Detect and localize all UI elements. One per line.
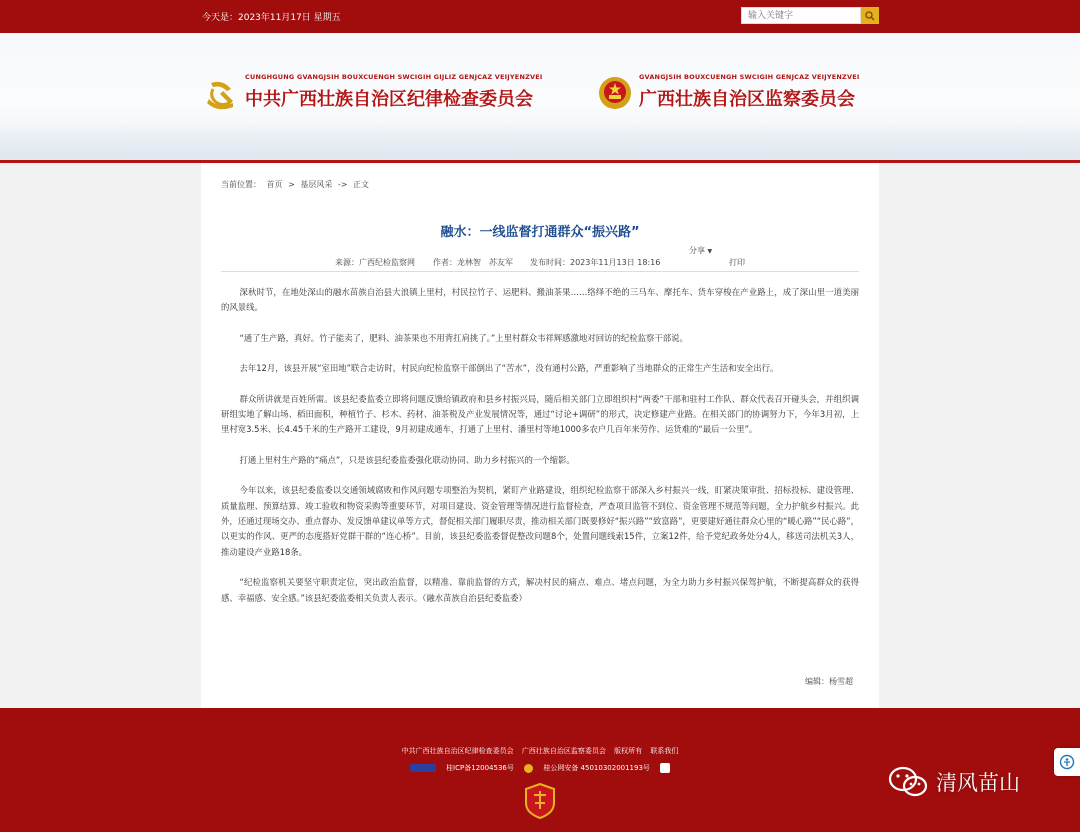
- site-header: [0, 33, 1080, 163]
- footer-link[interactable]: 中共广西壮族自治区纪律检查委员会: [401, 747, 514, 755]
- org-name: 中共广西壮族自治区纪律检查委员会: [245, 89, 533, 110]
- article-source: 来源：广西纪检监察网: [335, 258, 415, 267]
- police-record-number[interactable]: 桂公网安备 45010302001193号: [543, 764, 650, 772]
- org-name: 广西壮族自治区监察委员会: [639, 89, 855, 110]
- breadcrumb-section-link[interactable]: 基层风采: [300, 180, 333, 189]
- editor-credit: 编辑：杨雪超: [805, 677, 853, 686]
- header-background: [0, 123, 1080, 163]
- paragraph: 去年12月，该县开展“室田地”联合走访时，村民向纪检监察干部倒出了“苦水”，没有通村公路，严重影响了当地群众的正常生产生活和安全出行。: [239, 363, 779, 374]
- top-bar: [0, 0, 1080, 33]
- footer-link[interactable]: 联系我们: [650, 747, 679, 755]
- breadcrumb-separator: ->: [337, 180, 348, 189]
- watermark-text: 清风苗山: [936, 771, 1020, 795]
- paragraph: 群众所讲就是百姓所需。该县纪委监委立即将问题反馈给镇政府和县乡村振兴局，随后相关部门立即组织村“两委”干部和驻村工作队、群众代表召开碰头会，并组织调研组实地了解山场、稻田面积，种植竹子、杉木、药材、油茶税及产业发展情况等，通过“讨论+调研”的形式，决定修建产业路。在相关部门的协调努力下，今年3月初，上里村宽3.5米、长4.45千米的生产路开工建设，9月初建成通车，打通了上里村、潘里村等地1000多农户几百年来劳作、运货难的“最后一公里”。: [221, 393, 859, 435]
- article-date: 发布时间：2023年11月13日 18:16: [530, 258, 661, 267]
- paragraph: 深秋时节，在地处深山的融水苗族自治县大浪镇上里村，村民拉竹子、运肥料、搬油茶果……络绎不绝的三马车、摩托车、货车穿梭在产业路上，成了深山里一道美丽的风景线。: [221, 287, 859, 313]
- breadcrumb-label: 当前位置：: [221, 180, 261, 189]
- org-supervision-commission[interactable]: [597, 73, 887, 113]
- current-date: 今天是：2023年11月17日 星期五: [202, 13, 341, 23]
- article-author: 作者：龙林智 苏友军: [433, 258, 513, 267]
- floating-side-button[interactable]: [1054, 748, 1080, 776]
- share-button[interactable]: [689, 245, 712, 256]
- national-emblem-icon: [597, 75, 633, 111]
- party-emblem-icon: [203, 75, 239, 111]
- org-cpc-discipline[interactable]: [203, 73, 563, 113]
- article-container: [201, 163, 879, 708]
- accessibility-icon: [1059, 754, 1075, 770]
- party-gov-site-seal-icon[interactable]: [524, 783, 556, 819]
- breadcrumb-current: 正文: [353, 180, 370, 189]
- article-title: 融水：一线监督打通群众“振兴路”: [440, 225, 640, 240]
- breadcrumb: [221, 179, 372, 190]
- site-verification-badge-icon[interactable]: [410, 764, 436, 772]
- paragraph: 打通上里村生产路的“痛点”，只是该县纪委监委强化联动协同、助力乡村振兴的一个缩影。: [239, 454, 575, 465]
- search-input[interactable]: [741, 7, 861, 24]
- article-body: [221, 285, 859, 621]
- breadcrumb-separator: >: [288, 180, 295, 189]
- paragraph: “通了生产路，真好。竹子能卖了，肥料、油茶果也不用背扛肩挑了。”上里村群众韦祥辉感激地对回访的纪检监察干部说。: [239, 332, 688, 343]
- wechat-watermark: [888, 762, 1020, 802]
- footer-link[interactable]: 广西壮族自治区监察委员会: [521, 747, 606, 755]
- org-pinyin: GVANGJSIH BOUXCUENGH SWCIGIH GENJCAZ VEIJYENZVEI: [639, 73, 860, 81]
- icp-number[interactable]: 桂ICP备12004536号: [446, 764, 514, 772]
- search-button[interactable]: [861, 7, 879, 24]
- wechat-icon: [888, 765, 928, 799]
- police-badge-icon: [524, 764, 533, 773]
- gov-site-icon[interactable]: [660, 763, 670, 773]
- footer-links: [0, 746, 1080, 756]
- search-icon: [865, 11, 875, 21]
- breadcrumb-home-link[interactable]: 首页: [266, 180, 283, 189]
- paragraph: 今年以来，该县纪委监委以交通领域腐败和作风问题专项整治为契机，紧盯产业路建设，组织纪检监察干部深入乡村振兴一线，盯紧决策审批、招标投标、建设管理、质量监理、预算结算、竣工验收和物资采购等重要环节，对项目建设、资金管理等情况进行监督检查，严查项目监管不到位、资金管理不规范等问题，全力护航乡村振兴。此外，还通过现场交办、重点督办、发反馈单建议单等方式，督促相关部门履职尽责，推动相关部门既要修好“振兴路”“致富路”，更要建好通往群众心里的“暖心路”“民心路”，以更实的作风、更严的态度搭好党群干群的“连心桥”。目前，该县纪委监委督促整改问题8个，处置问题线索15件，立案12件，给予党纪政务处分4人，移送司法机关3人，推动建设产业路18条。: [221, 485, 859, 557]
- divider: [221, 271, 859, 272]
- print-link[interactable]: 打印: [729, 258, 745, 267]
- share-label: 分享: [689, 246, 705, 255]
- footer-link[interactable]: 版权所有: [614, 747, 643, 755]
- org-pinyin: CUNGHGUNG GVANGJSIH BOUXCUENGH SWCIGIH GIJLIZ GENJCAZ VEIJYENZVEI: [245, 73, 543, 81]
- chevron-down-icon: ▼: [707, 248, 713, 255]
- paragraph: “纪检监察机关要坚守职责定位，突出政治监督，以精准、靠前监督的方式，解决村民的痛点、难点、堵点问题，为全力助力乡村振兴保驾护航，不断提高群众的获得感、幸福感、安全感。”该县纪委监委相关负责人表示。（融水苗族自治县纪委监委）: [221, 577, 859, 603]
